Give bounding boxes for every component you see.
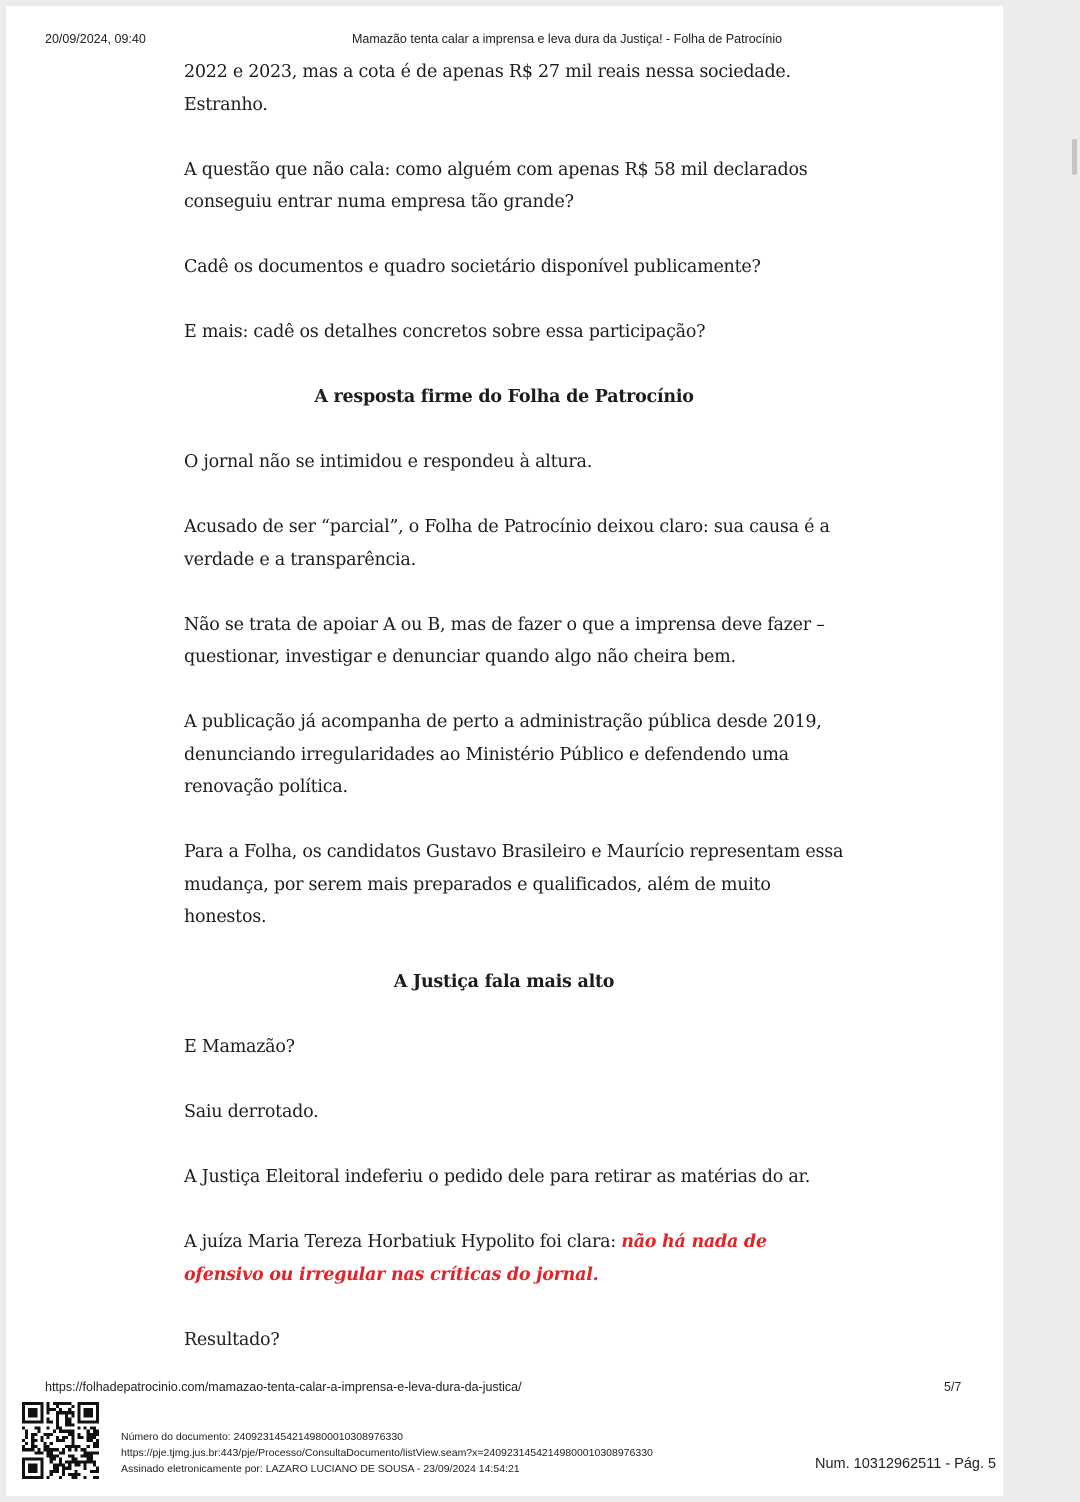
footer-url: https://folhadepatrocinio.com/mamazao-tenta-calar-a-imprensa-e-leva-dura-da-justica/ [45, 1380, 522, 1394]
qr-code-icon [22, 1402, 99, 1479]
signature-line: Assinado eletronicamente por: LAZARO LUCIANO DE SOUSA - 23/09/2024 14:54:21 [121, 1463, 520, 1475]
paragraph-13-text: A juíza Maria Tereza Horbatiuk Hypolito foi clara: [184, 1232, 622, 1252]
paragraph-4: E mais: cadê os detalhes concretos sobre essa participação? [184, 322, 706, 342]
article-body [184, 56, 844, 1389]
paragraph-5: O jornal não se intimidou e respondeu à altura. [184, 452, 593, 472]
footer-page-count: 5/7 [944, 1380, 962, 1394]
section-heading-justice: A Justiça fala mais alto [393, 972, 615, 992]
paragraph-7: Não se trata de apoiar A ou B, mas de fazer o que a imprensa deve fazer – questionar, investigar e denunciar quando algo não cheira bem. [184, 614, 825, 667]
scrollbar-thumb[interactable] [1072, 139, 1077, 175]
section-heading-response: A resposta firme do Folha de Patrocínio [314, 387, 694, 407]
document-number: Número do documento: 24092314542149800010308976330 [121, 1431, 403, 1443]
paragraph-11: Saiu derrotado. [184, 1102, 319, 1122]
print-date: 20/09/2024, 09:40 [45, 32, 146, 46]
document-url: https://pje.tjmg.jus.br:443/pje/Processo/ConsultaDocumento/listView.seam?x=24092314542149800010308976330 [121, 1447, 653, 1459]
highlighted-quote: não há nada de ofensivo ou irregular nas críticas do jornal. [184, 1232, 767, 1285]
paragraph-3: Cadê os documentos e quadro societário disponível publicamente? [184, 257, 761, 277]
paragraph-13 [184, 1226, 844, 1291]
paragraph-14: Resultado? [184, 1329, 280, 1350]
paragraph-12: A Justiça Eleitoral indeferiu o pedido dele para retirar as matérias do ar. [184, 1167, 811, 1187]
paragraph-8: A publicação já acompanha de perto a administração pública desde 2019, denunciando irregularidades ao Ministério Público e defendendo uma renovação política. [184, 712, 822, 797]
paragraph-9: Para a Folha, os candidatos Gustavo Brasileiro e Maurício representam essa mudança, por serem mais preparados e qualificados, além de muito honestos. [184, 842, 844, 927]
document-num-page: Num. 10312962511 - Pág. 5 [815, 1456, 997, 1472]
paragraph-6: Acusado de ser “parcial”, o Folha de Patrocínio deixou claro: sua causa é a verdade e a transparência. [184, 517, 830, 570]
paragraph-10: E Mamazão? [184, 1037, 295, 1057]
print-page-title: Mamazão tenta calar a imprensa e leva dura da Justiça! - Folha de Patrocínio [352, 32, 783, 46]
paragraph-1: 2022 e 2023, mas a cota é de apenas R$ 27 mil reais nessa sociedade. Estranho. [184, 62, 791, 115]
paragraph-2: A questão que não cala: como alguém com apenas R$ 58 mil declarados conseguiu entrar numa empresa tão grande? [184, 159, 808, 212]
